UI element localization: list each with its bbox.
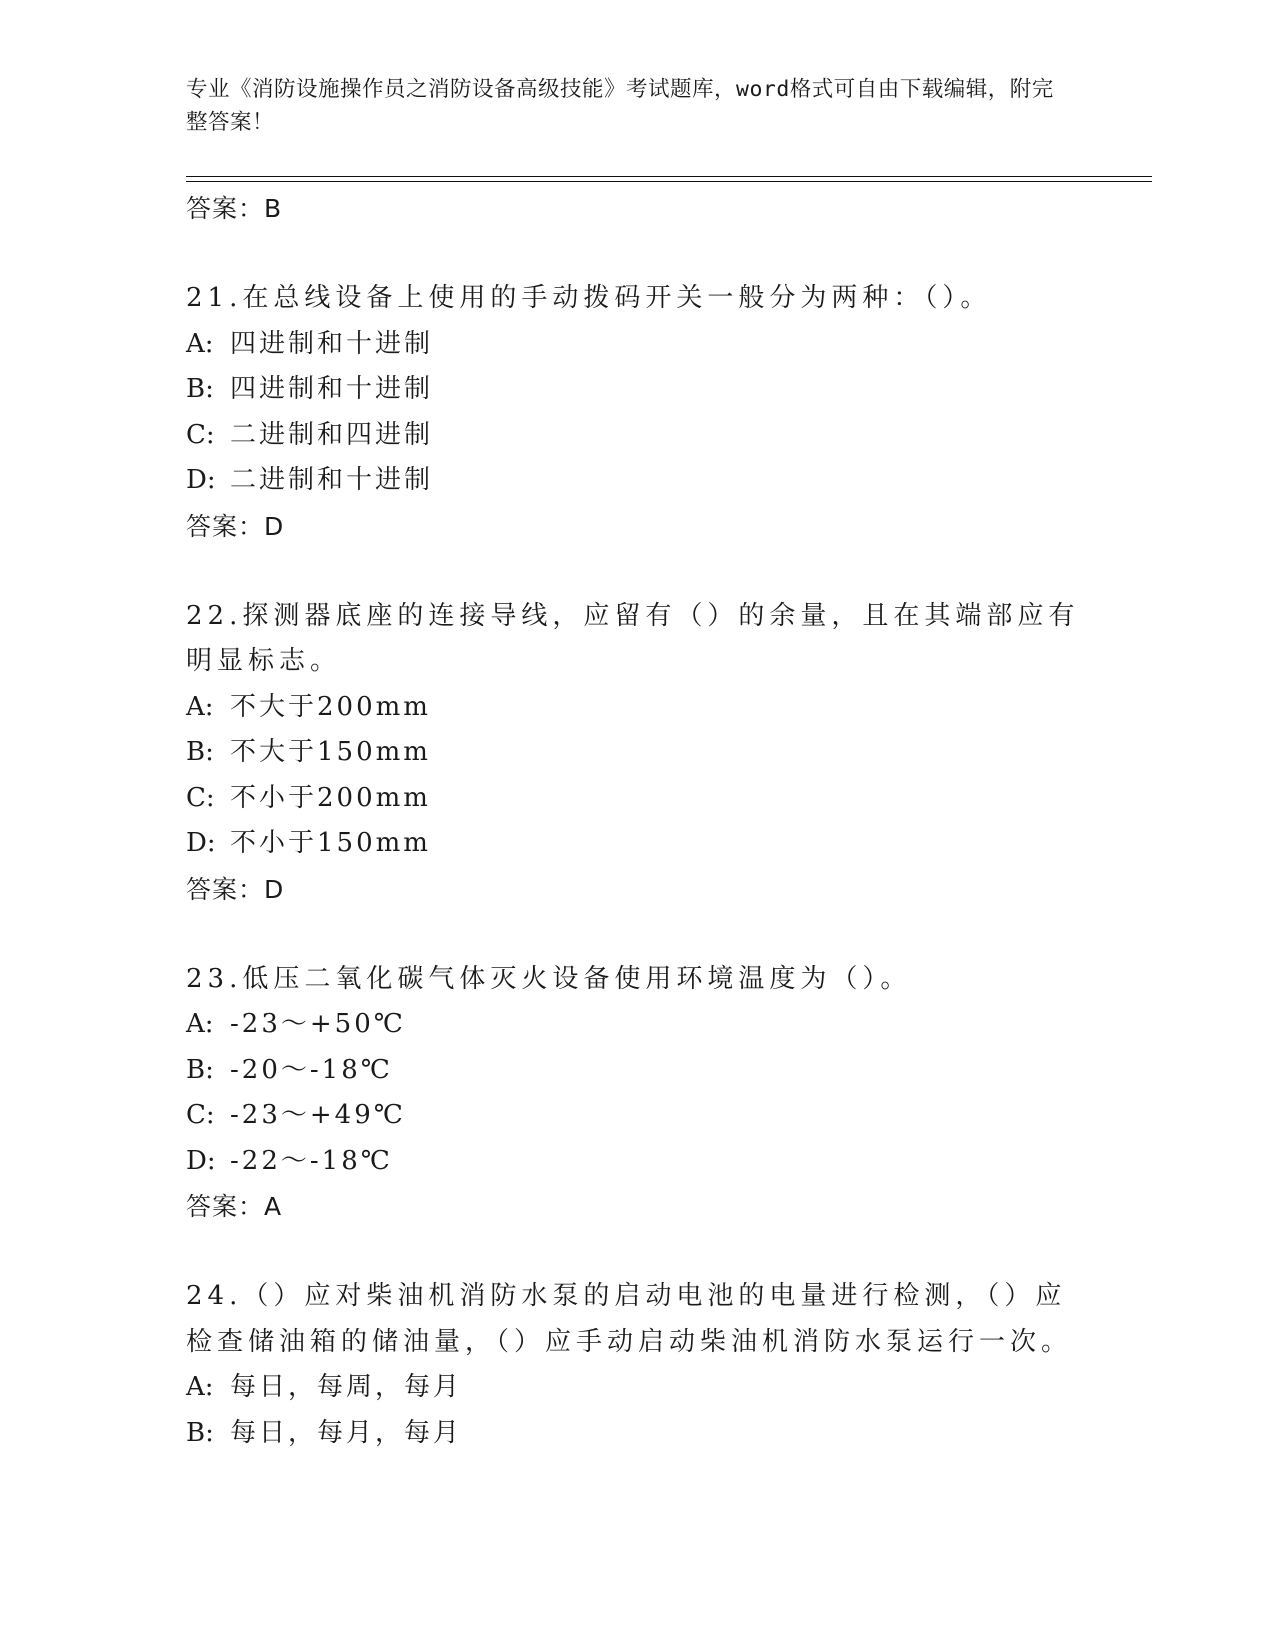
- option-label: A:: [186, 1009, 214, 1039]
- option-a: [186, 685, 1086, 731]
- option-label: C:: [186, 419, 215, 450]
- option-text: 四进制和十进制: [230, 328, 434, 359]
- answer-line: 答案：B: [186, 194, 283, 223]
- option-b: [186, 367, 1086, 413]
- option-d: [186, 458, 1086, 504]
- option-label: B:: [186, 1054, 214, 1085]
- option-text: -20～-18℃: [230, 1054, 393, 1085]
- option-label: A:: [186, 1372, 214, 1402]
- question-text: 24.（）应对柴油机消防水泵的启动电池的电量进行检测，（）应检查储油箱的储油量，（）应手动启动柴油机消防水泵运行一次。: [186, 1281, 1073, 1357]
- option-b: [186, 1411, 1086, 1457]
- option-c: [186, 776, 1086, 822]
- answer-line: 答案：A: [186, 1192, 283, 1221]
- question-text: 23.低压二氧化碳气体灭火设备使用环境温度为（）。: [186, 963, 912, 994]
- option-label: D:: [186, 1145, 216, 1176]
- answer-line: 答案：D: [186, 511, 285, 541]
- option-label: B:: [186, 1417, 214, 1448]
- option-label: B:: [186, 737, 214, 767]
- question-21: [186, 276, 1086, 550]
- option-label: C:: [186, 1100, 215, 1130]
- question-list: [186, 186, 1086, 1456]
- document-header: 专业《消防设施操作员之消防设备高级技能》考试题库，word格式可自由下载编辑，附完整答案！: [186, 77, 1054, 135]
- option-text: -23～+49℃: [230, 1100, 406, 1130]
- question-text: 21.在总线设备上使用的手动拨码开关一般分为两种：（）。: [186, 283, 992, 313]
- question-text: 22.探测器底座的连接导线，应留有（）的余量，且在其端部应有明显标志。: [186, 600, 1080, 676]
- option-b: [186, 1048, 1086, 1094]
- option-text: 不大于150mm: [230, 737, 431, 767]
- option-text: 不小于200mm: [230, 782, 431, 813]
- option-d: [186, 821, 1086, 867]
- option-text: -23～+50℃: [230, 1009, 406, 1039]
- option-text: -22～-18℃: [230, 1145, 393, 1176]
- question-24: [186, 1274, 1086, 1456]
- option-a: [186, 1002, 1086, 1048]
- header-rule-bottom: [186, 181, 1152, 182]
- option-label: D:: [186, 465, 216, 495]
- option-text: 不小于150mm: [230, 828, 431, 858]
- option-c: [186, 1093, 1086, 1139]
- option-d: [186, 1139, 1086, 1185]
- option-c: [186, 413, 1086, 459]
- option-label: C:: [186, 782, 215, 813]
- option-text: 四进制和十进制: [230, 374, 434, 404]
- option-a: [186, 322, 1086, 368]
- option-text: 每日，每周，每月: [230, 1372, 463, 1402]
- option-label: A:: [186, 691, 214, 722]
- header-rule-top: [186, 176, 1152, 177]
- option-text: 每日，每月，每月: [230, 1417, 463, 1448]
- option-text: 二进制和四进制: [230, 419, 434, 450]
- option-text: 不大于200mm: [230, 691, 431, 722]
- question-23: [186, 957, 1086, 1231]
- question-22: [186, 594, 1086, 913]
- option-label: D:: [186, 828, 216, 858]
- answer-line: 答案：D: [186, 874, 285, 904]
- option-label: A:: [186, 328, 214, 359]
- option-text: 二进制和十进制: [230, 465, 434, 495]
- option-a: [186, 1365, 1086, 1411]
- option-b: [186, 730, 1086, 776]
- option-label: B:: [186, 374, 214, 404]
